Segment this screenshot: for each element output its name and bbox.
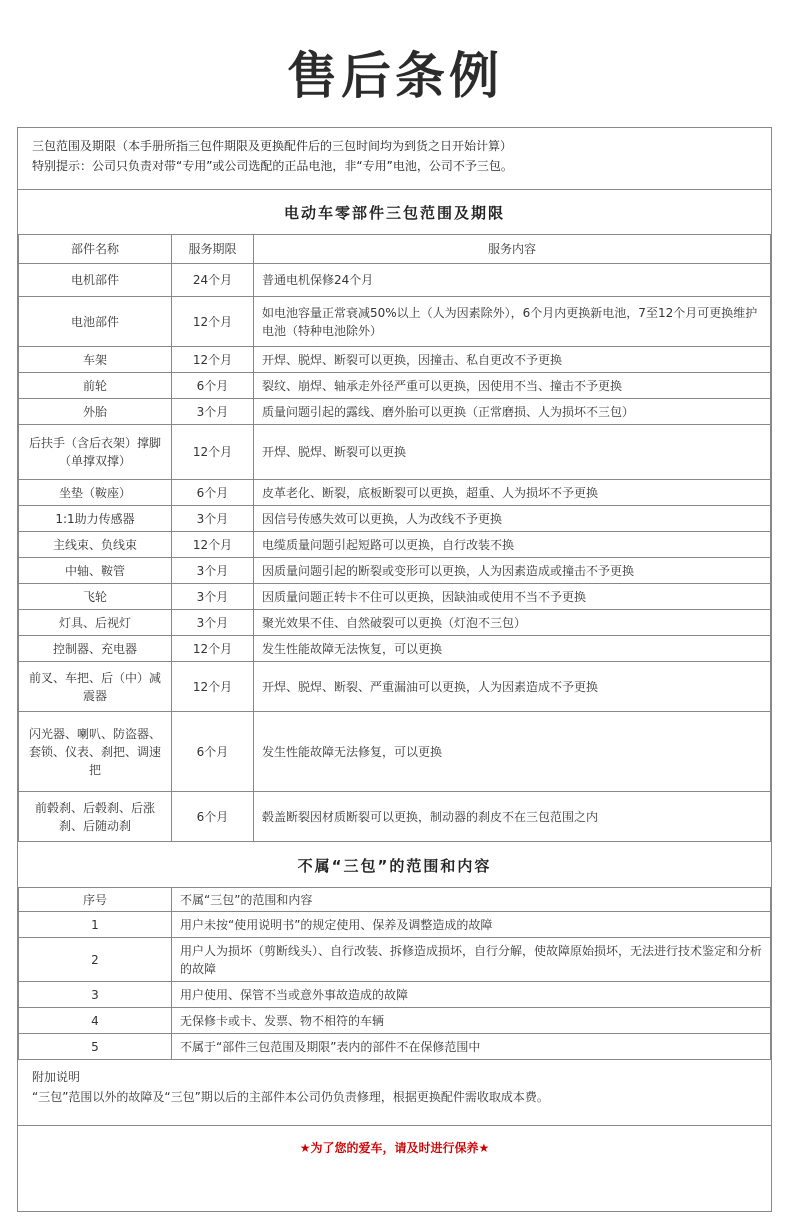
table-row (19, 558, 771, 584)
service-period: 3个月 (172, 506, 254, 532)
service-content: 开焊、脱焊、断裂可以更换，因撞击、私自更改不予更换 (254, 347, 771, 373)
table-row (19, 506, 771, 532)
table-row (19, 264, 771, 297)
table-row (19, 938, 771, 982)
footer-slogan: ★为了您的爱车，请及时进行保养★ (299, 1141, 490, 1155)
row-number: 5 (19, 1034, 172, 1060)
part-name: 电机部件 (19, 264, 172, 297)
note-title: 附加说明 (32, 1070, 81, 1084)
table-row (19, 1034, 771, 1060)
exclusion-table (18, 887, 771, 1060)
part-name: 电池部件 (19, 297, 172, 347)
service-content: 聚光效果不佳、自然破裂可以更换（灯泡不三包） (254, 610, 771, 636)
service-period: 6个月 (172, 712, 254, 792)
row-number: 2 (19, 938, 172, 982)
service-period: 12个月 (172, 662, 254, 712)
table-row (19, 792, 771, 842)
service-content: 普通电机保修24个月 (254, 264, 771, 297)
col-header-no: 序号 (19, 888, 172, 912)
row-number: 1 (19, 912, 172, 938)
service-period: 12个月 (172, 425, 254, 480)
col-header-part: 部件名称 (19, 235, 172, 264)
table-row (19, 712, 771, 792)
service-period: 6个月 (172, 373, 254, 399)
table-row (19, 297, 771, 347)
part-name: 主线束、负线束 (19, 532, 172, 558)
service-content: 裂纹、崩焊、轴承走外径严重可以更换，因使用不当、撞击不予更换 (254, 373, 771, 399)
table-row (19, 912, 771, 938)
col-header-content: 服务内容 (254, 235, 771, 264)
service-period: 3个月 (172, 399, 254, 425)
table-row (19, 480, 771, 506)
table-row (19, 584, 771, 610)
table-header-row (19, 235, 771, 264)
part-name: 前毂刹、后毂刹、后涨刹、后随动刹 (19, 792, 172, 842)
service-content: 质量问题引起的露线、磨外胎可以更换（正常磨损、人为损坏不三包） (254, 399, 771, 425)
table-row (19, 373, 771, 399)
service-content: 如电池容量正常衰减50%以上（人为因素除外），6个月内更换新电池，7至12个月可更换维护电池（特种电池除外） (254, 297, 771, 347)
col-header-period: 服务期限 (172, 235, 254, 264)
service-content: 开焊、脱焊、断裂、严重漏油可以更换，人为因素造成不予更换 (254, 662, 771, 712)
exclusion-content: 无保修卡或卡、发票、物不相符的车辆 (172, 1008, 771, 1034)
service-period: 12个月 (172, 532, 254, 558)
table-row (19, 982, 771, 1008)
service-content: 发生性能故障无法修复，可以更换 (254, 712, 771, 792)
part-name: 外胎 (19, 399, 172, 425)
part-name: 灯具、后视灯 (19, 610, 172, 636)
service-content: 发生性能故障无法恢复，可以更换 (254, 636, 771, 662)
exclusion-content: 用户使用、保管不当或意外事故造成的故障 (172, 982, 771, 1008)
table-row (19, 532, 771, 558)
service-content: 毂盖断裂因材质断裂可以更换，制动器的刹皮不在三包范围之内 (254, 792, 771, 842)
table-header-row (19, 888, 771, 912)
table-row (19, 1008, 771, 1034)
part-name: 飞轮 (19, 584, 172, 610)
special-notice: 特别提示：公司只负责对带“专用”或公司选配的正品电池，非“专用”电池，公司不予三包。 (32, 159, 513, 173)
part-name: 后扶手（含后衣架）撑脚（单撑双撑） (19, 425, 172, 480)
row-number: 4 (19, 1008, 172, 1034)
service-period: 6个月 (172, 480, 254, 506)
service-content: 皮革老化、断裂，底板断裂可以更换，超重、人为损坏不予更换 (254, 480, 771, 506)
service-period: 24个月 (172, 264, 254, 297)
service-period: 12个月 (172, 347, 254, 373)
service-content: 因质量问题正转卡不住可以更换，因缺油或使用不当不予更换 (254, 584, 771, 610)
divider (18, 1125, 771, 1126)
service-period: 12个月 (172, 297, 254, 347)
policy-frame (17, 127, 772, 1212)
table-row (19, 425, 771, 480)
service-content: 因质量问题引起的断裂或变形可以更换，人为因素造成或撞击不予更换 (254, 558, 771, 584)
section1-title: 电动车零部件三包范围及期限 (283, 204, 505, 222)
table-row (19, 636, 771, 662)
divider (18, 189, 771, 190)
service-content: 因信号传感失效可以更换，人为改线不予更换 (254, 506, 771, 532)
header-notes (18, 128, 771, 189)
row-number: 3 (19, 982, 172, 1008)
exclusion-content: 用户未按“使用说明书”的规定使用、保养及调整造成的故障 (172, 912, 771, 938)
note-text: “三包”范围以外的故障及“三包”期以后的主部件本公司仍负责修理，根据更换配件需收取成本费。 (32, 1090, 549, 1104)
service-period: 3个月 (172, 558, 254, 584)
service-period: 6个月 (172, 792, 254, 842)
exclusion-content: 不属于“部件三包范围及期限”表内的部件不在保修范围中 (172, 1034, 771, 1060)
service-content: 电缆质量问题引起短路可以更换，自行改装不换 (254, 532, 771, 558)
table-row (19, 347, 771, 373)
part-name: 1:1助力传感器 (19, 506, 172, 532)
part-name: 坐垫（鞍座） (19, 480, 172, 506)
section2-title: 不属“三包”的范围和内容 (297, 857, 492, 875)
warranty-scope-note: 三包范围及期限（本手册所指三包件期限及更换配件后的三包时间均为到货之日开始计算） (32, 139, 513, 153)
warranty-table (18, 234, 771, 842)
exclusion-content: 用户人为损坏（剪断线头）、自行改装、拆修造成损坏，自行分解，使故障原始损坏，无法进行技术鉴定和分析的故障 (172, 938, 771, 982)
part-name: 车架 (19, 347, 172, 373)
additional-note (18, 1059, 771, 1107)
service-period: 12个月 (172, 636, 254, 662)
table-row (19, 662, 771, 712)
part-name: 闪光器、喇叭、防盗器、套锁、仪表、刹把、调速把 (19, 712, 172, 792)
page-title: 售后条例 (287, 47, 503, 105)
table-row (19, 399, 771, 425)
part-name: 中轴、鞍管 (19, 558, 172, 584)
service-content: 开焊、脱焊、断裂可以更换 (254, 425, 771, 480)
part-name: 前叉、车把、后（中）减震器 (19, 662, 172, 712)
col-header-exclusion: 不属“三包”的范围和内容 (172, 888, 771, 912)
service-period: 3个月 (172, 610, 254, 636)
part-name: 控制器、充电器 (19, 636, 172, 662)
service-period: 3个月 (172, 584, 254, 610)
part-name: 前轮 (19, 373, 172, 399)
table-row (19, 610, 771, 636)
